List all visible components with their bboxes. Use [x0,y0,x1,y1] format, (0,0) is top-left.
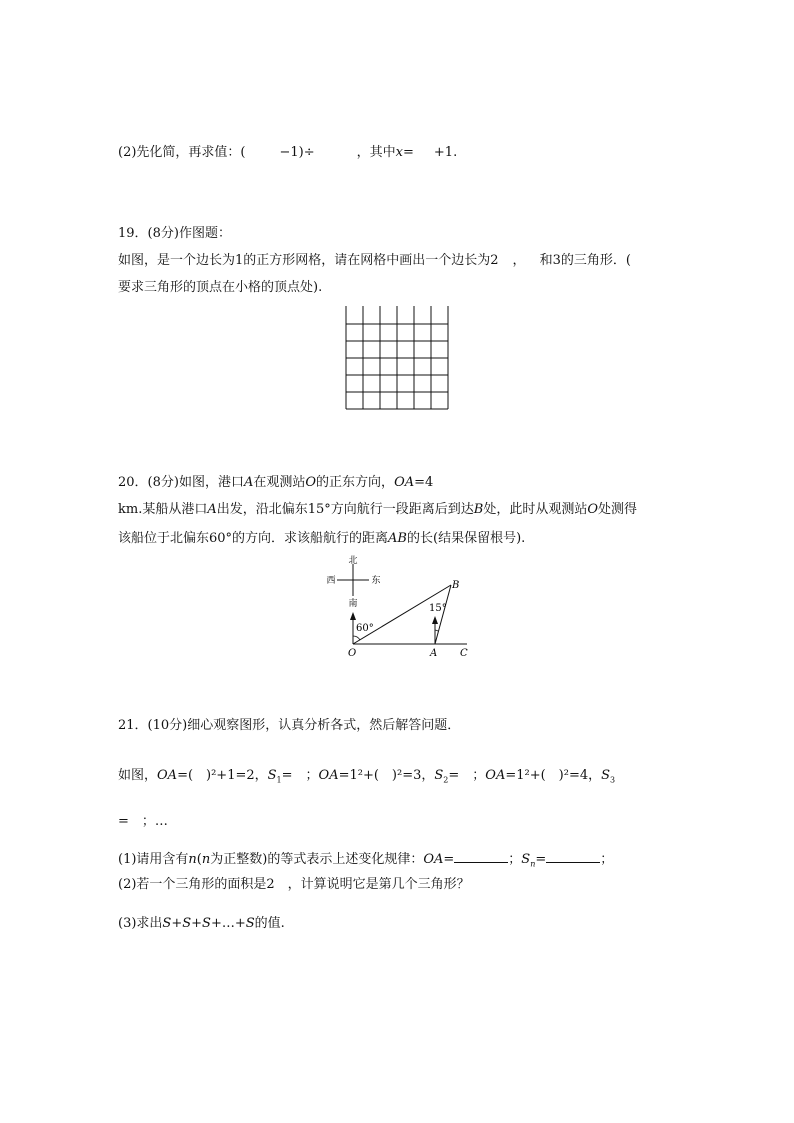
line-OB [353,585,451,644]
q21-part2: (2)若一个三角形的面积是2 ，计算说明它是第几个三角形？ [118,877,470,892]
q21-header: 21．(10分)细心观察图形，认真分析各式，然后解答问题． [118,718,461,733]
point-label-O: O [348,648,357,659]
q19-text-line1: 如图，是一个边长为1的正方形网格，请在网格中画出一个边长为2 ， 和3的三角形．( [118,253,631,268]
compass-west: 西 [326,576,336,586]
q20-line3: 该船位于北偏东60°的方向．求该船航行的距离AB的长(结果保留根号). [118,531,526,546]
q20-line2: km.某船从港口A出发，沿北偏东15°方向航行一段距离后到达B处，此时从观测站O处测得 [118,502,638,517]
compass-north: 北 [348,556,358,566]
q20-line1: 20．(8分)如图，港口A在观测站O的正东方向，OA=4 [118,475,434,490]
square-grid-figure [345,306,449,412]
q18-part2-line: (2)先化简，再求值：( −1)÷ ，其中x= +1. [118,145,458,160]
point-label-B: B [452,580,460,591]
line-AB [435,585,451,644]
answer-blank-OA[interactable] [454,850,508,863]
q21-equation-line: 如图，OA=( )²+1=2，$S_1=$ ；OA=1²+( )²=3，$S_2=$ ；OA=1²+( )²=4，$S_3$ [118,768,616,785]
north-arrowhead-O [350,612,356,620]
point-label-A: A [430,648,438,659]
angle-label-15: 15° [429,603,447,614]
q19-text-line2: 要求三角形的顶点在小格的顶点处). [118,280,323,295]
q19-header: 19．(8分)作图题： [118,226,231,241]
north-arrowhead-A [432,616,438,624]
angle-arc-60 [353,636,360,640]
answer-blank-Sn[interactable] [546,850,600,863]
q21-continuation: = ；… [118,814,168,829]
compass-south: 南 [348,599,358,609]
point-label-C: C [460,648,468,659]
q21-part1: (1)请用含有n(n为正整数)的等式表示上述变化规律：OA= ；$S_n=$ ； [118,852,614,869]
navigation-figure [320,552,480,660]
compass-east: 东 [371,576,381,586]
angle-label-60: 60° [356,623,374,634]
q21-part3: (3)求出S+S+S+…+S的值. [118,916,285,931]
